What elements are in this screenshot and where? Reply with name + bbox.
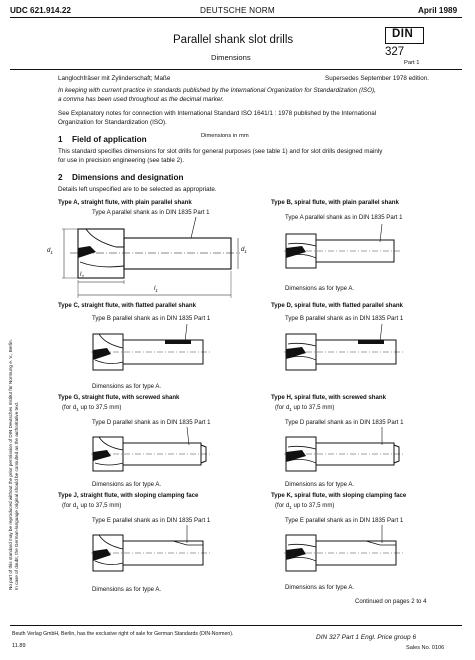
intro-line-2: a comma has been used throughout as the decimal marker. (58, 96, 225, 103)
standard-part: Part 1 (404, 60, 420, 66)
type-c-shank-note: Type B parallel shank as in DIN 1835 Part 1 (92, 315, 211, 322)
copyright-side-note (8, 160, 34, 590)
type-b-drawing (284, 222, 414, 277)
title-rule (10, 69, 462, 70)
section-1-title: Field of application (72, 135, 147, 144)
type-a-d1-label: $d_1$ (47, 247, 53, 256)
type-k-range: (for $d_1$ up to 37,5 mm) (275, 502, 335, 511)
intro-line-1: In keeping with current practice in standards published by the International Organization for Standardization (ISO), (58, 87, 376, 94)
type-a-l2-label: $l_2$ (80, 271, 84, 280)
sales-number: Sales No. 0106 (406, 645, 445, 651)
section-1-line-1: This standard specifies dimensions for slot drills for general purposes (see table 1) and for slot drills designed mainly (58, 148, 383, 155)
type-k-caption: Type K, spiral flute, with sloping clamping face (271, 492, 407, 499)
dimensions-note: Dimensions in mm (201, 133, 249, 139)
intro-line-3: See Explanatory notes for connection with International Standard ISO 1641/1 : 1978 published by the International (58, 110, 377, 117)
type-g-caption: Type G, straight flute, with screwed shank (58, 394, 180, 401)
type-g-shank-note: Type D parallel shank as in DIN 1835 Part 1 (92, 419, 211, 426)
type-c-drawing (91, 322, 221, 380)
type-j-shank-note: Type E parallel shank as in DIN 1835 Part 1 (92, 517, 211, 524)
publisher-note: Beuth Verlag GmbH, Berlin, has the exclusive right of sale for German Standards (DIN-Normen). (12, 631, 234, 637)
type-a-caption: Type A, straight flute, with plain parallel shank (58, 199, 192, 206)
type-d-drawing (284, 322, 414, 380)
type-j-caption: Type J, straight flute, with sloping clamping face (58, 492, 199, 499)
footer-rule (10, 625, 462, 626)
section-2-title: Dimensions and designation (72, 173, 184, 182)
section-2-number: 2 (58, 173, 63, 182)
type-b-dimensions-note: Dimensions as for type A. (285, 285, 355, 292)
side-note-line-2: In case of doubt, the German-language original should be consulted as the authoritative text. (14, 401, 19, 590)
type-k-dimensions-note: Dimensions as for type A. (285, 584, 355, 591)
type-g-drawing (91, 425, 221, 481)
page-subtitle: Dimensions (211, 53, 251, 62)
type-g-range: (for $d_1$ up to 37,5 mm) (62, 404, 122, 413)
section-1-line-2: for use in precision engineering (see table 2). (58, 157, 185, 164)
section-2-line-1: Details left unspecified are to be selected as appropriate. (58, 186, 217, 193)
issue-date: April 1989 (418, 6, 458, 15)
type-g-dimensions-note: Dimensions as for type A. (92, 481, 162, 488)
side-note-line-1: No part of this standard may be reproduced without the prior permission of DIN Deutsches Institut für Normung e. V., Berlin. (8, 339, 13, 590)
type-k-drawing (284, 523, 414, 581)
type-b-shank-note: Type A parallel shank as in DIN 1835 Part 1 (285, 214, 403, 221)
type-h-dimensions-note: Dimensions as for type A. (285, 481, 355, 488)
intro-line-4: Organization for Standardization (ISO). (58, 119, 167, 126)
document-reference: DIN 327 Part 1 Engl. Price group 6 (316, 634, 417, 641)
type-a-d1-right-label: $d_1$ (241, 246, 247, 255)
header-rule (10, 17, 462, 18)
type-j-drawing (91, 523, 221, 581)
norm-label: DEUTSCHE NORM (200, 6, 275, 15)
type-j-dimensions-note: Dimensions as for type A. (92, 586, 162, 593)
standard-number: 327 (385, 46, 405, 58)
din-logo: DIN (385, 27, 424, 44)
type-a-drawing (58, 214, 248, 299)
continued-note: Continued on pages 2 to 4 (355, 598, 427, 605)
section-1-number: 1 (58, 135, 63, 144)
type-a-l1-label: $l_1$ (154, 285, 158, 294)
page-title: Parallel shank slot drills (173, 34, 294, 46)
type-h-caption: Type H, spiral flute, with screwed shank (271, 394, 387, 401)
type-d-caption: Type D, spiral flute, with flatted parallel shank (271, 302, 403, 309)
type-d-shank-note: Type B parallel shank as in DIN 1835 Part 1 (285, 315, 404, 322)
type-b-caption: Type B, spiral flute, with plain parallel shank (271, 199, 399, 206)
type-h-drawing (284, 425, 414, 481)
type-j-range: (for $d_1$ up to 37,5 mm) (62, 502, 122, 511)
edition-code: 11.89 (12, 643, 26, 649)
supersedes-note: Supersedes September 1978 edition. (325, 75, 429, 82)
type-a-shank-note: Type A parallel shank as in DIN 1835 Part 1 (92, 209, 210, 216)
type-c-dimensions-note: Dimensions as for type A. (92, 383, 162, 390)
udc-number: UDC 621.914.22 (10, 6, 71, 15)
type-c-caption: Type C, straight flute, with flatted parallel shank (58, 302, 197, 309)
type-h-range: (for $d_1$ up to 37,5 mm) (275, 404, 335, 413)
type-h-shank-note: Type D parallel shank as in DIN 1835 Part 1 (285, 419, 404, 426)
type-k-shank-note: Type E parallel shank as in DIN 1835 Part 1 (285, 517, 404, 524)
german-title: Langlochfräser mit Zylinderschaft; Maße (58, 75, 171, 82)
